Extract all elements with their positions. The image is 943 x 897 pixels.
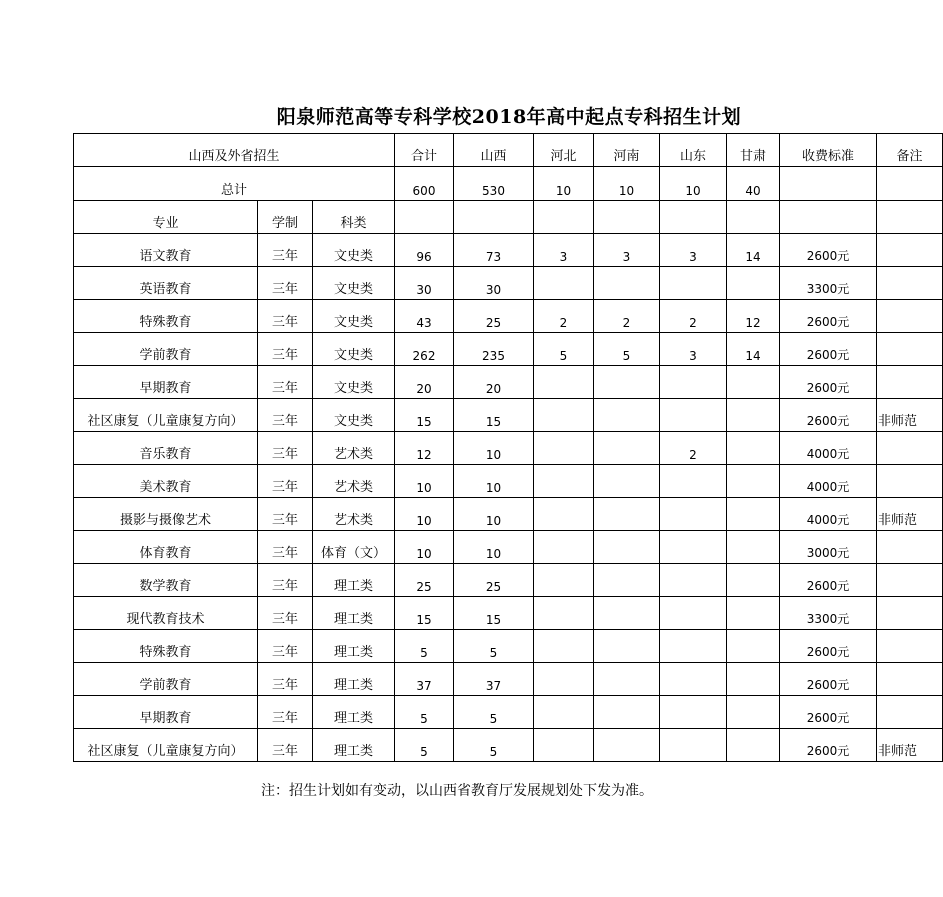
table-row (74, 696, 943, 729)
hebei-cell (534, 729, 594, 762)
category-cell: 文史类 (313, 267, 395, 300)
category-cell: 理工类 (313, 696, 395, 729)
shanxi-cell: 10 (454, 498, 534, 531)
total-cell: 96 (395, 234, 454, 267)
remark-cell (877, 597, 943, 630)
hebei-cell (534, 399, 594, 432)
remark-cell (877, 630, 943, 663)
totals-total: 600 (395, 167, 454, 201)
shandong-cell (660, 630, 727, 663)
header-province-hebei: 河北 (534, 134, 594, 167)
total-cell: 25 (395, 564, 454, 597)
hebei-cell: 5 (534, 333, 594, 366)
category-cell: 文史类 (313, 234, 395, 267)
total-cell: 10 (395, 498, 454, 531)
major-cell: 音乐教育 (74, 432, 258, 465)
shanxi-cell: 10 (454, 432, 534, 465)
table-row (74, 432, 943, 465)
fee-cell: 3300元 (780, 597, 877, 630)
shandong-cell (660, 564, 727, 597)
henan-cell (594, 465, 660, 498)
henan-cell (594, 729, 660, 762)
shandong-cell (660, 399, 727, 432)
remark-cell (877, 234, 943, 267)
totals-shandong: 10 (660, 167, 727, 201)
duration-cell: 三年 (258, 267, 313, 300)
shandong-cell (660, 498, 727, 531)
major-cell: 美术教育 (74, 465, 258, 498)
remark-cell (877, 663, 943, 696)
totals-gansu: 40 (727, 167, 780, 201)
duration-cell: 三年 (258, 399, 313, 432)
shanxi-cell: 10 (454, 465, 534, 498)
header-remark: 备注 (877, 134, 943, 167)
fee-cell: 2600元 (780, 366, 877, 399)
header-total: 合计 (395, 134, 454, 167)
shandong-cell (660, 729, 727, 762)
henan-cell (594, 696, 660, 729)
gansu-cell (727, 597, 780, 630)
hebei-cell: 3 (534, 234, 594, 267)
total-cell: 20 (395, 366, 454, 399)
total-cell: 15 (395, 597, 454, 630)
fee-cell: 2600元 (780, 333, 877, 366)
total-cell: 15 (395, 399, 454, 432)
table-body (74, 134, 943, 762)
henan-cell (594, 267, 660, 300)
shanxi-cell: 15 (454, 597, 534, 630)
header-province-shandong: 山东 (660, 134, 727, 167)
shandong-cell (660, 696, 727, 729)
shandong-cell: 3 (660, 333, 727, 366)
major-cell: 学前教育 (74, 333, 258, 366)
duration-cell: 三年 (258, 333, 313, 366)
enrollment-plan-table (73, 133, 943, 762)
fee-cell: 4000元 (780, 465, 877, 498)
major-cell: 社区康复（儿童康复方向） (74, 399, 258, 432)
shandong-cell (660, 267, 727, 300)
total-cell: 30 (395, 267, 454, 300)
shandong-cell: 3 (660, 234, 727, 267)
shanxi-cell: 235 (454, 333, 534, 366)
hebei-cell (534, 366, 594, 399)
major-cell: 早期教育 (74, 366, 258, 399)
footnote: 注：招生计划如有变动，以山西省教育厅发展规划处下发为准。 (261, 783, 653, 799)
duration-cell: 三年 (258, 663, 313, 696)
remark-cell (877, 432, 943, 465)
henan-cell: 2 (594, 300, 660, 333)
fee-cell: 2600元 (780, 630, 877, 663)
totals-fee (780, 167, 877, 201)
remark-cell (877, 531, 943, 564)
category-cell: 文史类 (313, 300, 395, 333)
remark-cell (877, 465, 943, 498)
duration-cell: 三年 (258, 564, 313, 597)
hebei-cell (534, 696, 594, 729)
remark-cell: 非师范 (877, 399, 943, 432)
shandong-cell (660, 465, 727, 498)
shanxi-cell: 10 (454, 531, 534, 564)
total-cell: 37 (395, 663, 454, 696)
table-row (74, 729, 943, 762)
major-cell: 体育教育 (74, 531, 258, 564)
henan-cell (594, 597, 660, 630)
gansu-cell: 14 (727, 234, 780, 267)
shanxi-cell: 25 (454, 300, 534, 333)
major-cell: 语文教育 (74, 234, 258, 267)
totals-row (74, 167, 943, 201)
gansu-cell (727, 432, 780, 465)
category-cell: 体育（文） (313, 531, 395, 564)
fee-cell: 3300元 (780, 267, 877, 300)
table-row (74, 333, 943, 366)
shandong-cell (660, 597, 727, 630)
table-row (74, 531, 943, 564)
gansu-cell (727, 399, 780, 432)
duration-cell: 三年 (258, 366, 313, 399)
gansu-cell: 14 (727, 333, 780, 366)
gansu-cell (727, 696, 780, 729)
category-cell: 艺术类 (313, 465, 395, 498)
totals-remark (877, 167, 943, 201)
hebei-cell (534, 465, 594, 498)
henan-cell: 5 (594, 333, 660, 366)
duration-cell: 三年 (258, 531, 313, 564)
category-cell: 理工类 (313, 564, 395, 597)
major-cell: 特殊教育 (74, 300, 258, 333)
category-cell: 理工类 (313, 663, 395, 696)
table-row (74, 366, 943, 399)
fee-cell: 2600元 (780, 399, 877, 432)
total-cell: 10 (395, 531, 454, 564)
henan-cell: 3 (594, 234, 660, 267)
gansu-cell (727, 564, 780, 597)
duration-cell: 三年 (258, 234, 313, 267)
gansu-cell (727, 630, 780, 663)
fee-cell: 2600元 (780, 234, 877, 267)
gansu-cell (727, 498, 780, 531)
major-cell: 数学教育 (74, 564, 258, 597)
shandong-cell: 2 (660, 432, 727, 465)
major-cell: 特殊教育 (74, 630, 258, 663)
hebei-cell (534, 663, 594, 696)
gansu-cell (727, 465, 780, 498)
header-province-shanxi: 山西 (454, 134, 534, 167)
henan-cell (594, 366, 660, 399)
subheader-row (74, 201, 943, 234)
henan-cell (594, 564, 660, 597)
gansu-cell (727, 663, 780, 696)
hebei-cell (534, 432, 594, 465)
fee-cell: 2600元 (780, 663, 877, 696)
henan-cell (594, 498, 660, 531)
shandong-cell (660, 531, 727, 564)
remark-cell (877, 333, 943, 366)
gansu-cell (727, 267, 780, 300)
header-fee: 收费标准 (780, 134, 877, 167)
total-cell: 12 (395, 432, 454, 465)
duration-cell: 三年 (258, 300, 313, 333)
table-row (74, 465, 943, 498)
major-cell: 英语教育 (74, 267, 258, 300)
hebei-cell: 2 (534, 300, 594, 333)
duration-cell: 三年 (258, 696, 313, 729)
hebei-cell (534, 267, 594, 300)
table-row (74, 399, 943, 432)
gansu-cell: 12 (727, 300, 780, 333)
table-row (74, 234, 943, 267)
gansu-cell (727, 366, 780, 399)
category-cell: 文史类 (313, 366, 395, 399)
henan-cell (594, 630, 660, 663)
remark-cell (877, 267, 943, 300)
totals-shanxi: 530 (454, 167, 534, 201)
gansu-cell (727, 729, 780, 762)
duration-cell: 三年 (258, 630, 313, 663)
duration-cell: 三年 (258, 465, 313, 498)
shanxi-cell: 25 (454, 564, 534, 597)
totals-henan: 10 (594, 167, 660, 201)
duration-cell: 三年 (258, 729, 313, 762)
totals-label: 总计 (74, 167, 395, 201)
total-cell: 43 (395, 300, 454, 333)
category-cell: 理工类 (313, 630, 395, 663)
shandong-cell (660, 663, 727, 696)
major-cell: 学前教育 (74, 663, 258, 696)
fee-cell: 4000元 (780, 498, 877, 531)
category-cell: 文史类 (313, 399, 395, 432)
total-cell: 5 (395, 696, 454, 729)
category-cell: 艺术类 (313, 432, 395, 465)
remark-cell: 非师范 (877, 498, 943, 531)
henan-cell (594, 531, 660, 564)
header-group-label: 山西及外省招生 (74, 134, 395, 167)
total-cell: 5 (395, 729, 454, 762)
major-cell: 现代教育技术 (74, 597, 258, 630)
fee-cell: 2600元 (780, 729, 877, 762)
major-cell: 摄影与摄像艺术 (74, 498, 258, 531)
shanxi-cell: 30 (454, 267, 534, 300)
duration-cell: 三年 (258, 498, 313, 531)
category-cell: 理工类 (313, 597, 395, 630)
remark-cell (877, 366, 943, 399)
duration-cell: 三年 (258, 432, 313, 465)
shandong-cell: 2 (660, 300, 727, 333)
category-cell: 文史类 (313, 333, 395, 366)
shanxi-cell: 73 (454, 234, 534, 267)
shandong-cell (660, 366, 727, 399)
table-row (74, 498, 943, 531)
table-row (74, 663, 943, 696)
hebei-cell (534, 564, 594, 597)
subheader-major: 专业 (74, 201, 258, 234)
hebei-cell (534, 597, 594, 630)
remark-cell (877, 696, 943, 729)
major-cell: 早期教育 (74, 696, 258, 729)
shanxi-cell: 37 (454, 663, 534, 696)
henan-cell (594, 399, 660, 432)
fee-cell: 2600元 (780, 564, 877, 597)
shanxi-cell: 5 (454, 696, 534, 729)
header-province-henan: 河南 (594, 134, 660, 167)
shanxi-cell: 15 (454, 399, 534, 432)
remark-cell: 非师范 (877, 729, 943, 762)
shanxi-cell: 5 (454, 630, 534, 663)
subheader-duration: 学制 (258, 201, 313, 234)
subheader-category: 科类 (313, 201, 395, 234)
page-title: 阳泉师范高等专科学校2018年高中起点专科招生计划 (276, 106, 742, 128)
henan-cell (594, 663, 660, 696)
table-row (74, 267, 943, 300)
table-row (74, 564, 943, 597)
remark-cell (877, 300, 943, 333)
henan-cell (594, 432, 660, 465)
gansu-cell (727, 531, 780, 564)
hebei-cell (534, 531, 594, 564)
table-row (74, 597, 943, 630)
shanxi-cell: 20 (454, 366, 534, 399)
fee-cell: 2600元 (780, 300, 877, 333)
shanxi-cell: 5 (454, 729, 534, 762)
fee-cell: 4000元 (780, 432, 877, 465)
totals-hebei: 10 (534, 167, 594, 201)
hebei-cell (534, 498, 594, 531)
fee-cell: 2600元 (780, 696, 877, 729)
remark-cell (877, 564, 943, 597)
duration-cell: 三年 (258, 597, 313, 630)
category-cell: 理工类 (313, 729, 395, 762)
total-cell: 10 (395, 465, 454, 498)
header-row (74, 134, 943, 167)
major-cell: 社区康复（儿童康复方向） (74, 729, 258, 762)
header-province-gansu: 甘肃 (727, 134, 780, 167)
hebei-cell (534, 630, 594, 663)
table-row (74, 630, 943, 663)
table-row (74, 300, 943, 333)
fee-cell: 3000元 (780, 531, 877, 564)
total-cell: 262 (395, 333, 454, 366)
total-cell: 5 (395, 630, 454, 663)
category-cell: 艺术类 (313, 498, 395, 531)
